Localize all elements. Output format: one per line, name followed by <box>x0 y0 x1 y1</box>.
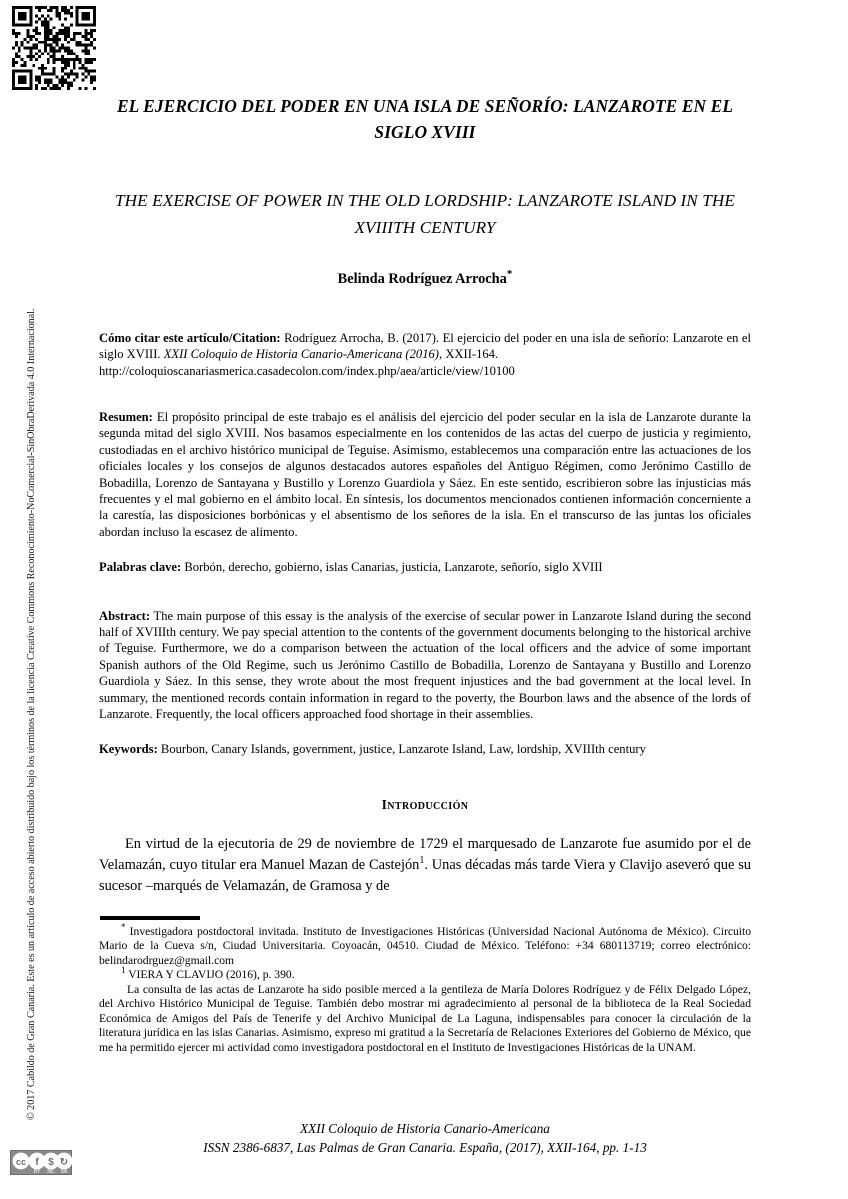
cc-by-label: BY <box>33 1169 41 1175</box>
creative-commons-badge-icon <box>10 1150 72 1175</box>
resumen-block <box>99 379 751 540</box>
cc-sa-label: SA <box>60 1169 68 1175</box>
author-name-text: Belinda Rodríguez Arrocha <box>337 271 507 287</box>
body-paragraph-part-2: . Unas décadas más tarde Viera y Clavijo aseveró que su sucesor –marqués de Velamazán, de Gramosa y de <box>99 856 751 894</box>
body-footnote-marker-1: 1 <box>419 855 425 866</box>
svg-text:f: f <box>35 1157 39 1168</box>
svg-text:cc: cc <box>15 1157 27 1167</box>
abstract-text: The main purpose of this essay is the analysis of the exercise of secular power in Lanzarote Island during the second half of XVIIIth century. We pay special attention to the contents of the government documents belonging to the historical archive of Teguise. Furthermore, we do a comparison between the actuation of the local officers and the advice of some important Spanish authors of the Old Regime, such us Jerónimo Castillo de Bobadilla, Lorenzo de Santayana y Bustillo and Lorenzo Guardiola y Sáez. In this sense, they wrote about the most frequent injustices and the bad government at the local level. In summary, the mentioned records contain information in regard to the poverty, the Bourbon laws and the absence of the lords of Lanzarote. Frequently, the local officers approached food shortage in their assemblies. <box>99 608 751 721</box>
footnote-1-marker: 1 <box>121 965 126 976</box>
citation-text-1: Rodríguez Arrocha, B. (2017). El ejercicio del poder en una isla de señorío: Lanzarote en el siglo XVIII. <box>99 331 751 362</box>
cc-nc-label: NC <box>47 1169 55 1175</box>
citation-block <box>99 288 751 379</box>
footnote-asterisk-text: Investigadora postdoctoral invitada. Instituto de Investigaciones Históricas (Universidad Nacional Autónoma de México). Circuito Mario de la Cueva s/n, Ciudad Universitaria. Coyoacán, 04510. Ciudad de México. Teléfono: +34 680113719; correo electrónico: belindarodrguez@gmail.com <box>99 924 751 967</box>
author-name <box>99 241 751 288</box>
qr-code-icon <box>12 6 96 90</box>
citation-lead: Cómo citar este artículo/Citation: <box>99 331 281 345</box>
footnote-1-text: VIERA Y CLAVIJO (2016), p. 390. <box>125 968 295 982</box>
svg-text:$: $ <box>48 1157 54 1168</box>
footnote-acknowledgement: La consulta de las actas de Lanzarote ha sido posible merced a la gentileza de María Dolores Rodríguez y de Félix Delgado López, del Archivo Histórico Municipal de Teguise. También debo mostrar mi agradecimiento al personal de la biblioteca de la Real Sociedad Económica de Amigos del País de Tenerife y del Archivo Municipal de La Laguna, indispensables para conocer la circulación de la literatura jurídica en las islas Canarias. Asimismo, expreso mi gratitud a la Secretaría de Relaciones Exteriores del Gobierno de México, que me ha permitido ejercer mi actividad como investigadora postdoctoral en el Instituto de Investigaciones Históricas de la UNAM. <box>99 982 751 1054</box>
citation-journal: XXII Coloquio de Historia Canario-Americana (2016) <box>163 347 440 362</box>
section-heading-introduccion: Introducción <box>381 796 469 812</box>
citation-text-2: , XXII-164. <box>439 347 499 362</box>
footnote-asterisk <box>99 920 751 969</box>
palabras-clave-text: Borbón, derecho, gobierno, islas Canarias, justicia, Lanzarote, señorío, siglo XVIII <box>181 560 603 575</box>
article-title-spanish: EL EJERCICIO DEL PODER EN UNA ISLA DE SEÑORÍO: LANZAROTE EN EL SIGLO XVIII <box>116 96 734 142</box>
author-footnote-marker: * <box>506 268 513 281</box>
page-footer <box>99 1119 751 1157</box>
article-content <box>99 0 751 1055</box>
footer-journal-title: XXII Coloquio de Historia Canario-Americana <box>300 1121 550 1136</box>
palabras-clave-lead: Palabras clave: <box>99 560 182 575</box>
keywords-block <box>99 722 751 757</box>
footnote-1 <box>99 965 751 983</box>
svg-text:↻: ↻ <box>59 1157 69 1168</box>
vertical-license-notice: © 2017 Cabildo de Gran Canaria. Este es un artículo de acceso abierto distribuido bajo los términos de la licencia Creative Commons Reconocimiento-NoComercial-SinObraDerivada 4.0 Internacional. <box>26 308 37 1120</box>
body-paragraph-part-1: En virtud de la ejecutoria de 29 de noviembre de 1729 el marquesado de Lanzarote fue asumido por el de Velamazán, cuyo titular era Manuel Mazan de Castejón <box>99 835 751 873</box>
footer-issn-line: ISSN 2386-6837, Las Palmas de Gran Canaria. España, (2017), XXII-164, pp. 1-13 <box>203 1140 647 1155</box>
resumen-lead: Resumen: <box>99 409 153 424</box>
body-paragraph-1 <box>99 813 751 897</box>
keywords-lead: Keywords: <box>99 742 158 757</box>
palabras-clave-block <box>99 540 751 575</box>
citation-url[interactable]: http://coloquioscanariasmerica.casadecolon.com/index.php/aea/article/view/10100 <box>99 363 515 378</box>
abstract-lead: Abstract: <box>99 608 151 623</box>
cc-badge-svg <box>10 1150 72 1175</box>
qr-code-canvas <box>12 6 96 90</box>
article-title-english: THE EXERCISE OF POWER IN THE OLD LORDSHIP: LANZAROTE ISLAND IN THE XVIIITH CENTURY <box>114 191 736 237</box>
footnote-asterisk-marker: * <box>121 921 126 932</box>
resumen-text: El propósito principal de este trabajo es el análisis del ejercicio del poder secular en la isla de Lanzarote durante la segunda mitad del siglo XVIII. Nos basamos especialmente en los contenidos de las actas del cuerpo de justicia y regimiento, custodiadas en el archivo histórico municipal de Teguise. Asimismo, establecemos una comparación entre las actuaciones de los oficiales locales y los consejos de algunos destacados autores españoles del Antiguo Régimen, como Jerónimo Castillo de Bobadilla, Lorenzo de Santayana y Bustillo y Lorenzo Guardiola y Sáez. En este sentido, escribieron sobre las injusticias más frecuentes y el mal gobierno en el ámbito local. En síntesis, los documentos mencionados contienen información concerniente a la carestía, las disposiciones borbónicas y el absentismo de los señores de la isla. En el transcurso de las juntas los oficiales abordan incluso la escasez de alimento. <box>99 409 751 539</box>
abstract-block <box>99 576 751 723</box>
keywords-text: Bourbon, Canary Islands, government, justice, Lanzarote Island, Law, lordship, XVIIIth century <box>157 742 646 757</box>
